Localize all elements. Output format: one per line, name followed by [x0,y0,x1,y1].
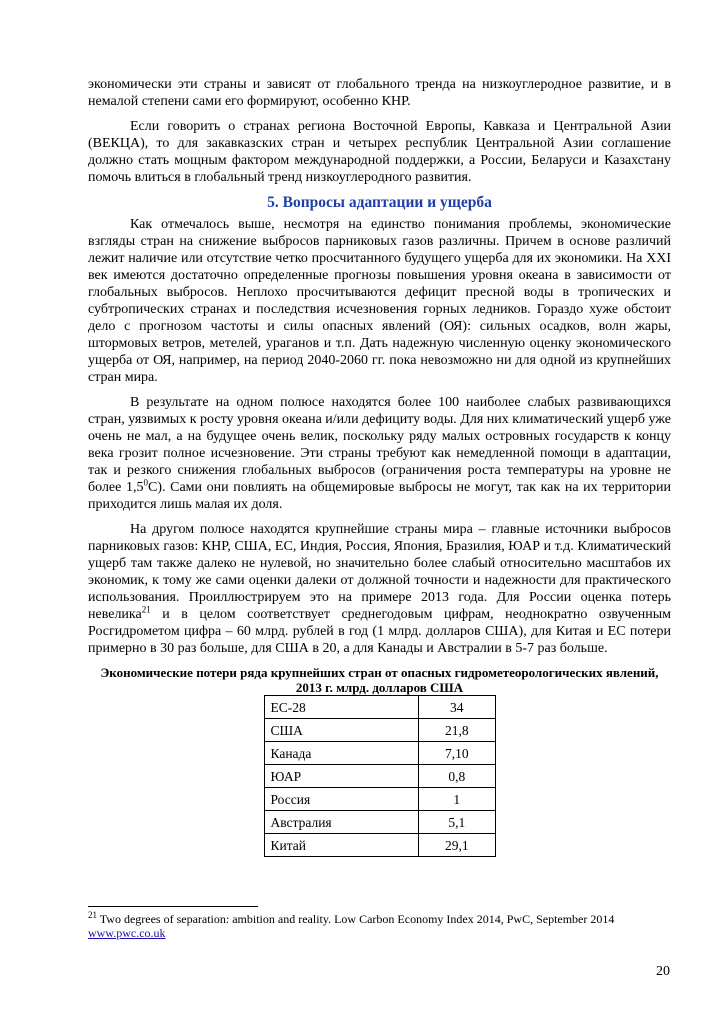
paragraph-2-text-b: С). Сами они повлиять на общемировые выбросы не могут, так как на их территории приходится лишь малая их доля. [88,480,672,512]
country-cell: ЕС-28 [264,696,419,719]
footnote-reference[interactable]: 21 [141,604,151,615]
value-cell: 0,8 [419,765,495,788]
paragraph-3 [88,521,671,657]
country-cell: США [264,719,419,742]
footnote-divider [88,906,258,907]
table-row [264,834,495,857]
paragraph-3-text-b: и в целом соответствует среднегодовым цифрам, неоднократно озвученным Росгидрометом цифра – 60 млрд. рублей в год (1 млрд. долларов США), для Китая и ЕС потери примерно в 30 раз больше, для США в 20, а для Канады и Австралии в 5-7 раз больше. [88,607,671,656]
value-cell: 5,1 [419,811,495,834]
footnote-link[interactable]: www.pwc.co.uk [88,926,166,940]
country-cell: ЮАР [264,765,419,788]
intro-paragraph-1: экономически эти страны и зависят от глобального тренда на низкоуглеродное развитие, и в немалой степени сами его формируют, особенно КНР. [88,77,671,109]
degree-superscript: 0 [143,477,148,488]
page-number: 20 [656,964,670,979]
paragraph-2 [88,394,671,513]
footnote-text: Two degrees of separation: ambition and reality. Low Carbon Economy Index 2014, PwC, September 2014 [97,912,615,926]
table-row [264,788,495,811]
country-cell: Австралия [264,811,419,834]
table-row [264,765,495,788]
paragraph-3-text-a: На другом полюсе находятся крупнейшие страны мира – главные источники выбросов парниковых газов: КНР, США, ЕС, Индия, Россия, Япония, Бразилия, ЮАР и т.д. Климатический ущерб там также далеко не нулевой, но значительно более слабый относительно масштабов их экономик, к тому же сами оценки далеки от должной точности и надежности для практического использования. Проиллюстрируем это на примере 2013 года. Для России оценка потерь невелика [88,522,671,622]
value-cell: 34 [419,696,495,719]
losses-table [264,695,496,857]
table-caption: Экономические потери ряда крупнейших стран от опасных гидрометеорологических явлений, 2013 г. млрд. долларов США [100,665,659,695]
value-cell: 29,1 [419,834,495,857]
value-cell: 21,8 [419,719,495,742]
country-cell: Россия [264,788,419,811]
paragraph-2-text-a: В результате на одном полюсе находятся более 100 наиболее слабых развивающихся стран, уязвимых к росту уровня океана и/или дефициту воды. Для них климатический ущерб уже очень не мал, а на будущее очень велик, поскольку ряду малых островных государств к концу века грозит полное исчезновение. Эти страны требуют как немедленной помощи в адаптации, так и резкого снижения глобальных выбросов (ограничения роста температуры на уровне не более 1,5 [88,395,671,495]
paragraph-1: Как отмечалось выше, несмотря на единство понимания проблемы, экономические взгляды стран на снижение выбросов парниковых газов различны. Причем в основе различий лежит наличие или отсутствие четко просчитанного будущего ущерба для их экономики. На XXI век имеются достаточно определенные прогнозы повышения уровня океана в зависимости от глобальных выбросов. Неплохо просчитываются дефицит пресной воды в тропических и субтропических странах и последствия исчезновения горных ледников. Гораздо хуже обстоит дело с прогнозом частоты и силы опасных явлений (ОЯ): сильных осадков, волн жары, штормовых ветров, метелей, ураганов и т.п. Дать надежную численную оценку экономического ущерба от ОЯ, например, на период 2040-2060 гг. пока невозможно ни для одной из крупнейших стран мира. [88,217,671,385]
table-row [264,742,495,765]
table-row [264,811,495,834]
country-cell: Китай [264,834,419,857]
country-cell: Канада [264,742,419,765]
footnote [88,912,678,940]
intro-paragraph-2: Если говорить о странах региона Восточной Европы, Кавказа и Центральной Азии (ВЕКЦА), то для закавказских стран и четырех республик Центральной Азии соглашение должно стать мощным фактором международной поддержки, а России, Беларуси и Казахстану помочь влиться в глобальный тренд низкоуглеродного развития. [88,119,671,185]
value-cell: 7,10 [419,742,495,765]
section-heading: 5. Вопросы адаптации и ущерба [267,194,492,211]
table-row [264,719,495,742]
table-row [264,696,495,719]
footnote-mark: 21 [88,910,97,920]
page-body [88,76,671,857]
value-cell: 1 [419,788,495,811]
